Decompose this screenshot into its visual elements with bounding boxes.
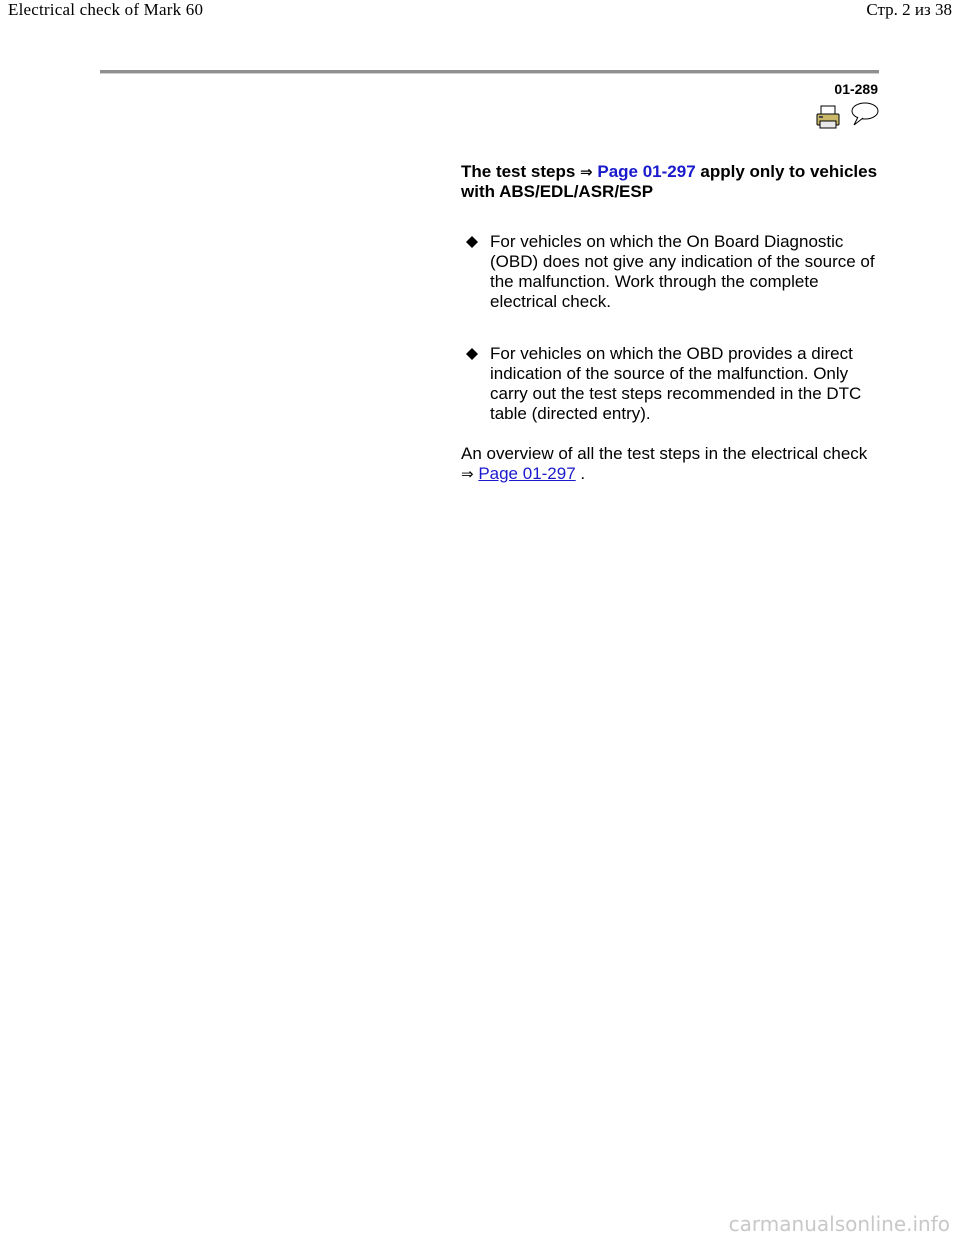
printer-icon[interactable] (815, 104, 841, 130)
document-title: Electrical check of Mark 60 (8, 0, 204, 19)
arrow-icon: ⇒ (580, 163, 593, 181)
diamond-bullet-icon (466, 236, 478, 248)
bullet-text: For vehicles on which the On Board Diagnostic (OBD) does not give any indication of the source of the malfunction. Work through the complete electrical check. (490, 232, 875, 311)
page-indicator: Стр. 2 из 38 (866, 0, 952, 19)
diamond-bullet-icon (466, 348, 478, 360)
speech-balloon-icon[interactable] (848, 101, 880, 127)
list-item (466, 344, 876, 424)
watermark: carmanualsonline.info (728, 1212, 950, 1236)
page-number: 01-289 (834, 81, 878, 97)
intro-paragraph (461, 162, 881, 202)
arrow-icon: ⇒ (461, 465, 474, 483)
page-link-intro[interactable]: Page 01-297 (597, 162, 696, 181)
page-link-overview[interactable]: Page 01-297 (478, 464, 576, 483)
content-column (461, 162, 881, 483)
bullet-text: For vehicles on which the OBD provides a direct indication of the source of the malfunction. Only carry out the test steps recommended in the DTC table (directed entry). (490, 344, 862, 423)
list-item (466, 232, 876, 312)
overview-prefix: An overview of all the test steps in the electrical check (461, 444, 868, 463)
intro-suffix: apply only to vehicles with ABS/EDL/ASR/ESP (461, 162, 878, 201)
overview-suffix: . (580, 464, 586, 483)
overview-paragraph (461, 444, 881, 484)
intro-prefix: The test steps (461, 162, 576, 181)
header-rule (100, 70, 879, 74)
